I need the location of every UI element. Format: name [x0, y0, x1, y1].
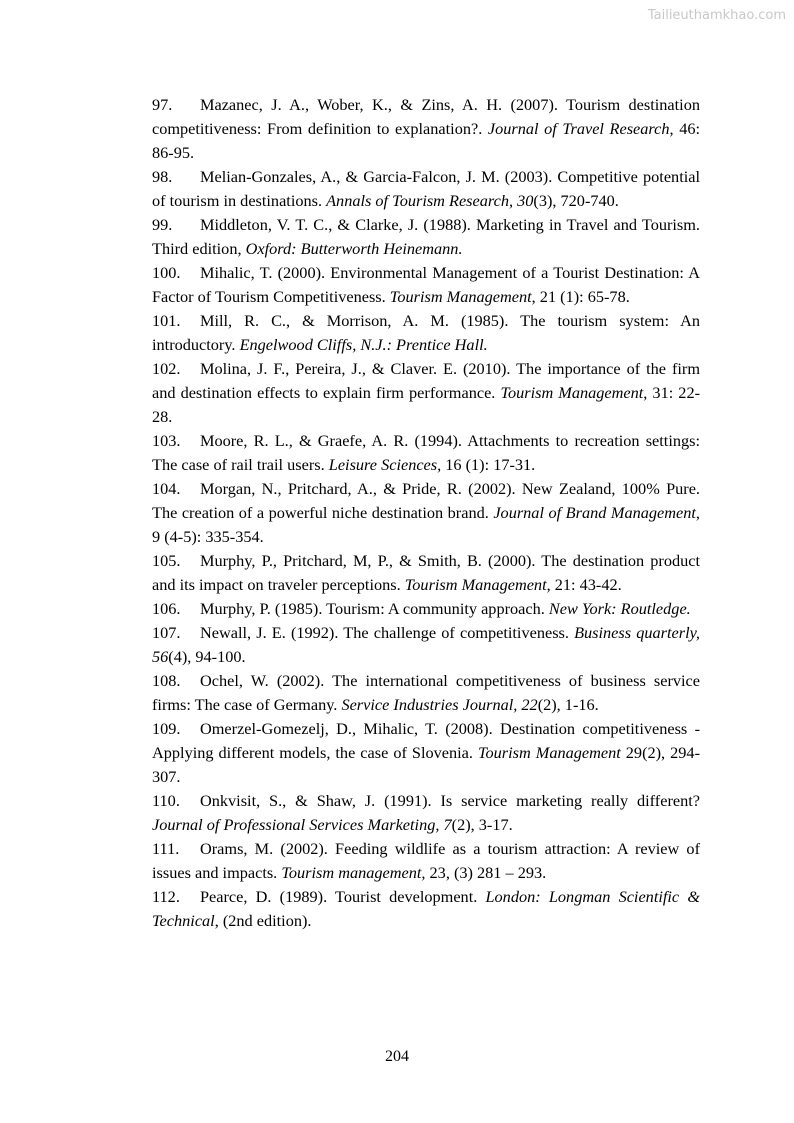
reference-entry: [152, 429, 700, 477]
reference-number: 110.: [152, 791, 180, 810]
reference-number: 97.: [152, 95, 173, 114]
reference-text: , 31: 22-28.: [152, 383, 700, 426]
reference-entry: [152, 93, 700, 165]
reference-source-title: Tourism Management: [500, 383, 644, 402]
reference-number: 101.: [152, 311, 181, 330]
reference-source-title: Tourism Management: [477, 743, 621, 762]
reference-text: Onkvisit, S., & Shaw, J. (1991). Is service marketing really different?: [200, 791, 700, 810]
reference-text: 16 (1): 17-31.: [441, 455, 536, 474]
reference-source-title: London: Longman Scientific & Technical: [152, 887, 700, 930]
reference-text: Morgan, N., Pritchard, A., & Pride, R. (2002). New Zealand, 100% Pure. The creation of a powerful niche destination brand.: [152, 479, 700, 522]
reference-text: Orams, M. (2002). Feeding wildlife as a tourism attraction: A review of issues and impacts.: [152, 839, 700, 882]
reference-text: , 21 (1): 65-78.: [531, 287, 630, 306]
reference-entry: [152, 669, 700, 717]
watermark-text: Tailieuthamkhao.com: [647, 8, 786, 23]
reference-list: [152, 93, 700, 933]
reference-text: (2), 1-16.: [537, 695, 599, 714]
reference-text: 29(2), 294-307.: [152, 743, 700, 786]
reference-source-title: Tourism Management: [389, 287, 532, 306]
reference-source-title: New York: Routledge.: [548, 599, 691, 618]
reference-entry: [152, 261, 700, 309]
reference-number: 103.: [152, 431, 181, 450]
reference-text: Murphy, P., Pritchard, M, P., & Smith, B. (2000). The destination product and its impact on traveler perceptions.: [152, 551, 700, 594]
reference-text: Mill, R. C., & Morrison, A. M. (1985). The tourism system: An introductory.: [152, 311, 700, 354]
reference-source-title: Oxford: Butterworth Heinemann.: [245, 239, 463, 258]
reference-text: 23, (3) 281 – 293.: [425, 863, 547, 882]
reference-number: 107.: [152, 623, 181, 642]
reference-number: 109.: [152, 719, 181, 738]
reference-entry: [152, 213, 700, 261]
reference-text: Melian-Gonzales, A., & Garcia-Falcon, J. M. (2003). Competitive potential of tourism in destinations.: [152, 167, 700, 210]
reference-text: (3), 720-740.: [533, 191, 619, 210]
reference-number: 112.: [152, 887, 180, 906]
reference-text: Omerzel-Gomezelj, D., Mihalic, T. (2008). Destination competitiveness -Applying different models, the case of Slovenia.: [152, 719, 700, 762]
reference-text: (4), 94-100.: [168, 647, 246, 666]
reference-number: 105.: [152, 551, 181, 570]
reference-source-title: Journal of Brand Management: [493, 503, 696, 522]
reference-text: Middleton, V. T. C., & Clarke, J. (1988). Marketing in Travel and Tourism. Third edition,: [152, 215, 700, 258]
reference-entry: [152, 717, 700, 789]
reference-text: (2), 3-17.: [451, 815, 513, 834]
reference-source-title: Journal of Professional Services Marketing, 7: [152, 815, 452, 834]
reference-entry: [152, 837, 700, 885]
reference-text: Pearce, D. (1989). Tourist development.: [200, 887, 486, 906]
reference-number: 108.: [152, 671, 181, 690]
reference-entry: [152, 885, 700, 933]
reference-number: 106.: [152, 599, 181, 618]
reference-number: 104.: [152, 479, 181, 498]
reference-entry: [152, 549, 700, 597]
reference-number: 98.: [152, 167, 173, 186]
reference-text: Molina, J. F., Pereira, J., & Claver. E. (2010). The importance of the firm and destination effects to explain firm performance.: [152, 359, 700, 402]
reference-number: 111.: [152, 839, 180, 858]
reference-text: Ochel, W. (2002). The international competitiveness of business service firms: The case of Germany.: [152, 671, 700, 714]
reference-source-title: Tourism management,: [281, 863, 426, 882]
reference-text: Mihalic, T. (2000). Environmental Management of a Tourist Destination: A Factor of Tourism Competitiveness.: [152, 263, 700, 306]
reference-source-title: Leisure Sciences,: [328, 455, 442, 474]
reference-entry: [152, 165, 700, 213]
reference-entry: [152, 477, 700, 549]
reference-number: 99.: [152, 215, 173, 234]
reference-entry: [152, 309, 700, 357]
reference-number: 102.: [152, 359, 181, 378]
reference-entry: [152, 621, 700, 669]
reference-text: , 21: 43-42.: [546, 575, 622, 594]
reference-source-title: Business quarterly, 56: [152, 623, 700, 666]
reference-text: , 46: 86-95.: [152, 119, 700, 162]
reference-number: 100.: [152, 263, 181, 282]
reference-entry: [152, 789, 700, 837]
reference-text: Mazanec, J. A., Wober, K., & Zins, A. H. (2007). Tourism destination competitiveness: From definition to explanation?.: [152, 95, 700, 138]
reference-source-title: Annals of Tourism Research, 30: [326, 191, 534, 210]
reference-entry: [152, 597, 700, 621]
reference-entry: [152, 357, 700, 429]
reference-text: Murphy, P. (1985). Tourism: A community approach.: [200, 599, 549, 618]
reference-text: Moore, R. L., & Graefe, A. R. (1994). Attachments to recreation settings: The case of rail trail users.: [152, 431, 700, 474]
reference-source-title: Tourism Management: [404, 575, 547, 594]
reference-text: , 9 (4-5): 335-354.: [152, 503, 700, 546]
reference-source-title: Service Industries Journal, 22: [341, 695, 538, 714]
reference-text: , (2nd edition).: [214, 911, 312, 930]
reference-source-title: Engelwood Cliffs, N.J.: Prentice Hall.: [239, 335, 488, 354]
reference-text: Newall, J. E. (1992). The challenge of competitiveness.: [200, 623, 575, 642]
page-number: 204: [385, 1048, 409, 1065]
reference-source-title: Journal of Travel Research: [487, 119, 670, 138]
